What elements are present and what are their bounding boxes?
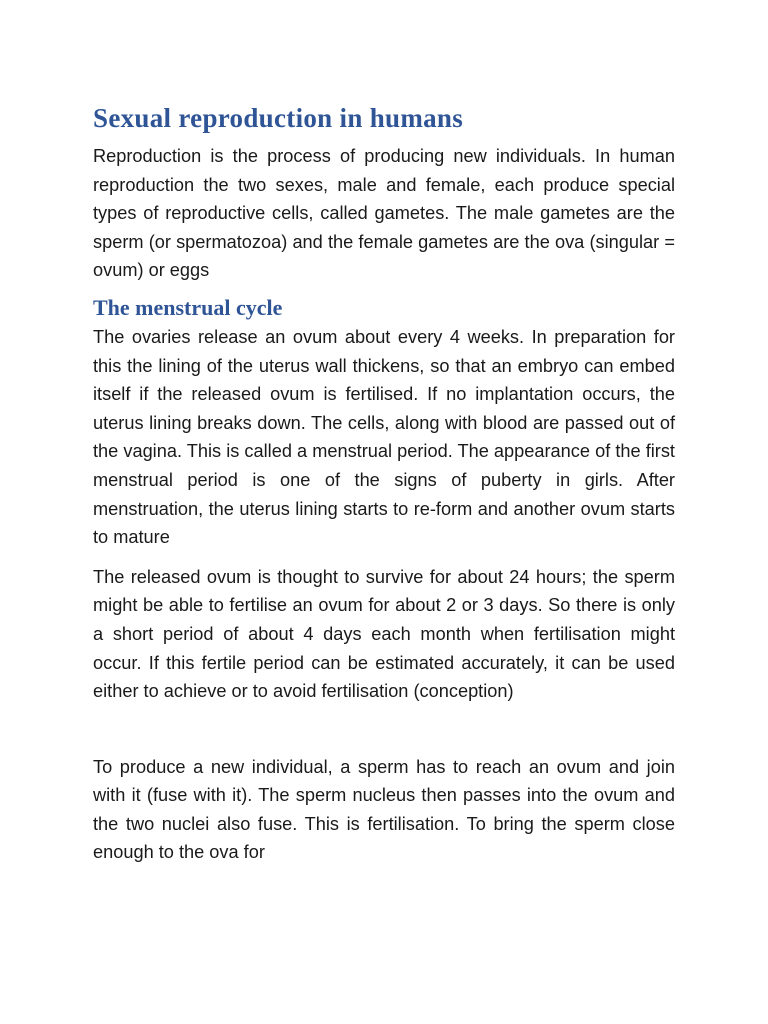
document-page [93,98,675,867]
fertilisation-paragraph: To produce a new individual, a sperm has to reach an ovum and join with it (fuse with it). The sperm nucleus then passes into the ovum and the two nuclei also fuse. This is fertilisation. To bring the sperm close enough to the ova for [93,756,675,863]
fertile-period-paragraph: The released ovum is thought to survive for about 24 hours; the sperm might be able to fertilise an ovum for about 2 or 3 days. So there is only a short period of about 4 days each month when fertilisation might occur. If this fertile period can be estimated accurately, it can be used either to achieve or to avoid fertilisation (conception) [93,566,675,702]
intro-paragraph: Reproduction is the process of producing new individuals. In human reproduction the two sexes, male and female, each produce special types of reproductive cells, called gametes. The male gametes are the sperm (or spermatozoa) and the female gametes are the ova (singular = ovum) or eggs [93,146,675,281]
section-heading-menstrual-cycle: The menstrual cycle [93,294,283,320]
document-title: Sexual reproduction in humans [93,103,464,133]
menstrual-paragraph: The ovaries release an ovum about every 4 weeks. In preparation for this the lining of the uterus wall thickens, so that an embryo can embed itself if the released ovum is fertilised. If no implantation occurs, the uterus lining breaks down. The cells, along with blood are passed out of the vagina. This is called a menstrual period. The appearance of the first menstrual period is one of the signs of puberty in girls. After menstruation, the uterus lining starts to re-form and another ovum starts to mature [93,326,675,548]
